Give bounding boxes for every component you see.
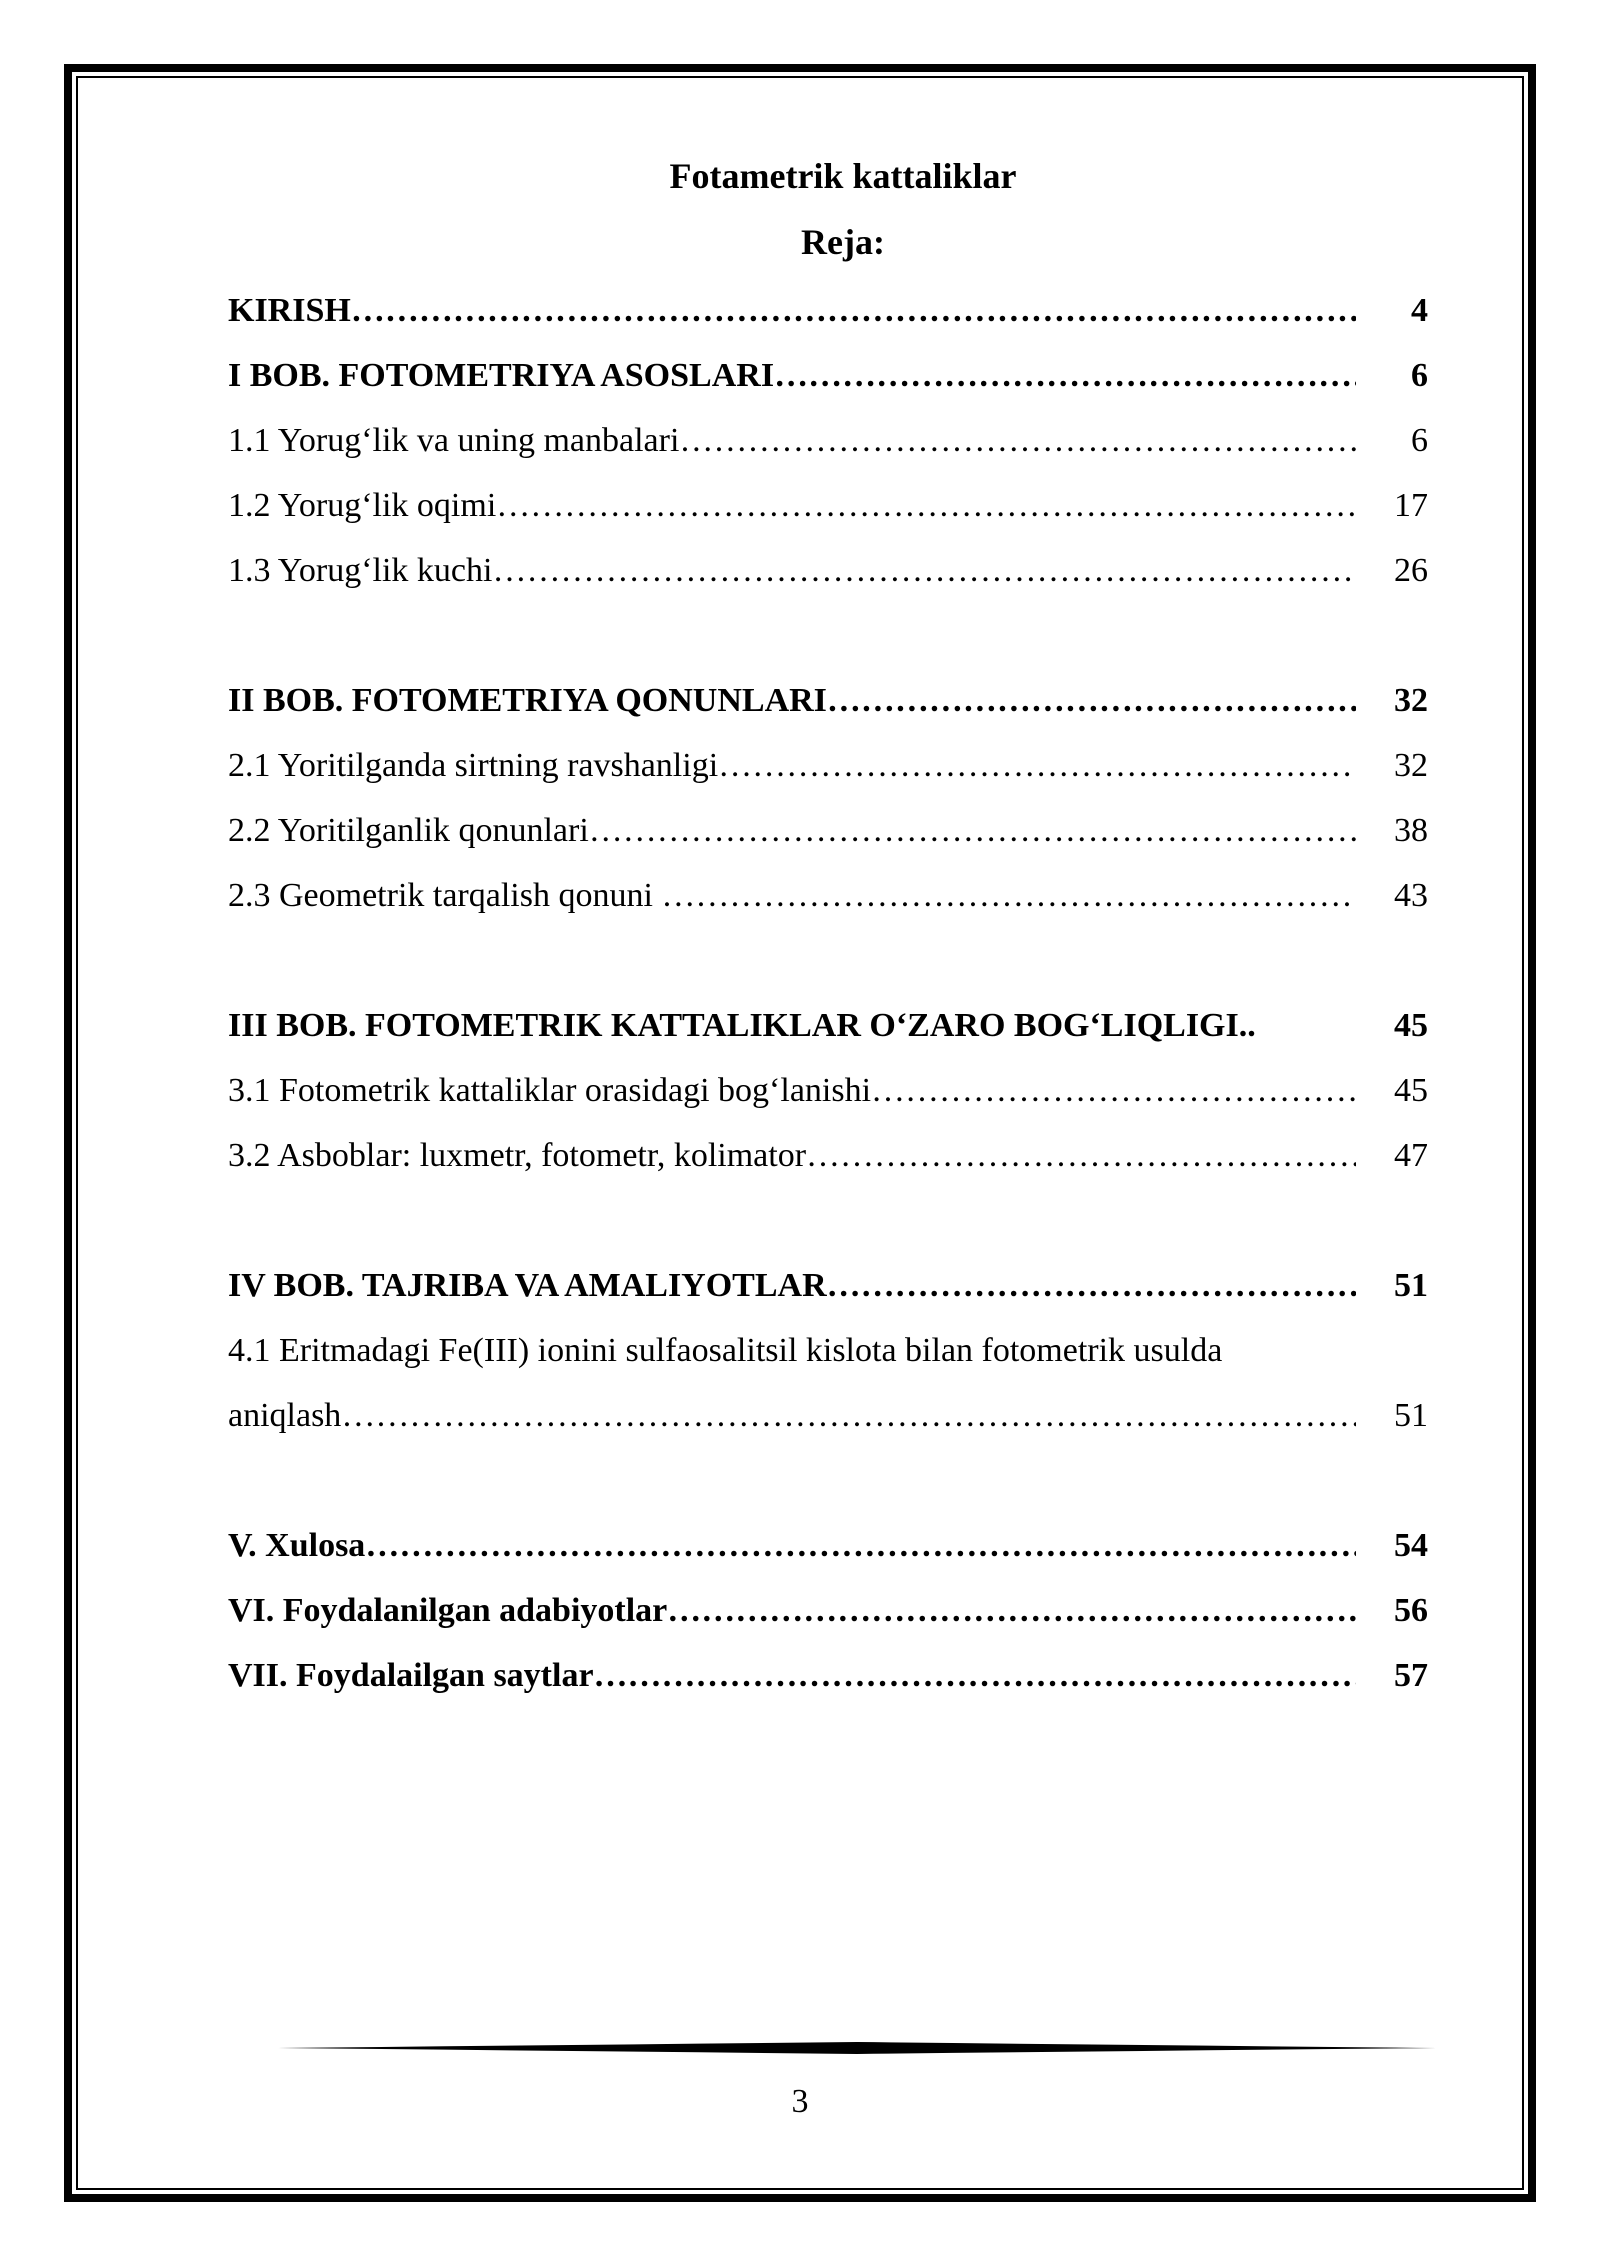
toc-entry-page: 26: [1394, 552, 1428, 589]
toc-entry-page: 45: [1394, 1072, 1428, 1109]
toc-entry-label: 1.2 Yorug‘lik oqimi: [228, 487, 497, 524]
toc-entry-label: 2.1 Yoritilganda sirtning ravshanligi: [228, 747, 719, 784]
toc-entry-page: 51: [1394, 1397, 1428, 1434]
dot-leader: [871, 1058, 1356, 1123]
toc-entry-page: 56: [1394, 1592, 1428, 1629]
toc-entry-1-2[interactable]: [228, 473, 1428, 538]
toc-entry-1-3[interactable]: [228, 538, 1428, 603]
toc-entry-chapter-1[interactable]: [228, 343, 1428, 408]
toc-entry-label: 1.3 Yorug‘lik kuchi: [228, 552, 493, 589]
page-number: 3: [791, 2083, 809, 2120]
toc-entry-4-1-line-2[interactable]: [228, 1383, 1428, 1448]
table-of-contents: [228, 278, 1428, 1708]
toc-entry-page: 54: [1394, 1527, 1428, 1564]
dot-leader: [351, 278, 1356, 343]
toc-entry-kirish[interactable]: [228, 278, 1428, 343]
toc-entry-chapter-4[interactable]: [228, 1253, 1428, 1318]
toc-entry-4-1-line-1[interactable]: [228, 1318, 1428, 1383]
dot-leader: [806, 1123, 1356, 1188]
dot-leader: [827, 668, 1356, 733]
toc-entry-2-2[interactable]: [228, 798, 1428, 863]
toc-entry-label: KIRISH: [228, 292, 351, 329]
toc-entry-label: II BOB. FOTOMETRIYA QONUNLARI: [228, 682, 827, 719]
page-content: [228, 148, 1428, 1708]
toc-entry-label: 2.2 Yoritilganlik qonunlari: [228, 812, 589, 849]
toc-entry-page: 43: [1394, 877, 1428, 914]
document-title: Fotametrik kattaliklar: [669, 156, 1017, 196]
toc-entry-page: 38: [1394, 812, 1428, 849]
dot-leader: [718, 733, 1356, 798]
toc-entry-3-2[interactable]: [228, 1123, 1428, 1188]
toc-entry-label: IV BOB. TAJRIBA VA AMALIYOTLAR: [228, 1267, 827, 1304]
toc-entry-label: 3.2 Asboblar: luxmetr, fotometr, kolimator: [228, 1137, 807, 1174]
toc-entry-page: 57: [1394, 1657, 1428, 1694]
toc-entry-websites[interactable]: [228, 1643, 1428, 1708]
toc-entry-chapter-3[interactable]: [228, 993, 1428, 1058]
toc-entry-page: 6: [1411, 422, 1428, 459]
toc-entry-page: 47: [1394, 1137, 1428, 1174]
toc-entry-label: 1.1 Yorug‘lik va uning manbalari: [228, 422, 680, 459]
toc-entry-page: 32: [1394, 747, 1428, 784]
dot-leader: [492, 538, 1356, 603]
toc-entry-label: 4.1 Eritmadagi Fe(III) ionini sulfaosalitsil kislota bilan fotometrik usulda: [228, 1332, 1223, 1369]
dot-leader: [594, 1643, 1356, 1708]
toc-entry-3-1[interactable]: [228, 1058, 1428, 1123]
toc-entry-2-3[interactable]: [228, 863, 1428, 928]
dot-leader: [679, 408, 1356, 473]
toc-entry-page: 45: [1394, 1007, 1428, 1044]
dot-leader: [661, 863, 1356, 928]
toc-entry-references[interactable]: [228, 1578, 1428, 1643]
toc-entry-label: 3.1 Fotometrik kattaliklar orasidagi bog‘lanishi: [228, 1072, 872, 1109]
toc-entry-page: 32: [1394, 682, 1428, 719]
toc-entry-label: VI. Foydalanilgan adabiyotlar: [228, 1592, 668, 1629]
toc-entry-label: I BOB. FOTOMETRIYA ASOSLARI: [228, 357, 775, 394]
toc-entry-page: 51: [1394, 1267, 1428, 1304]
toc-entry-conclusion[interactable]: [228, 1513, 1428, 1578]
dot-leader: [365, 1513, 1356, 1578]
toc-entry-label: III BOB. FOTOMETRIK KATTALIKLAR O‘ZARO BOG‘LIQLIGI..: [228, 1007, 1256, 1044]
document-subtitle: Reja:: [801, 222, 885, 262]
dot-leader: [341, 1383, 1356, 1448]
dot-leader: [827, 1253, 1356, 1318]
dot-leader: [496, 473, 1356, 538]
toc-entry-page: 4: [1411, 292, 1428, 329]
dot-leader: [589, 798, 1356, 863]
dot-leader: [774, 343, 1356, 408]
toc-entry-chapter-2[interactable]: [228, 668, 1428, 733]
toc-entry-label: V. Xulosa: [228, 1527, 366, 1564]
toc-entry-label: VII. Foydalailgan saytlar: [228, 1657, 594, 1694]
toc-entry-1-1[interactable]: [228, 408, 1428, 473]
toc-entry-label: 2.3 Geometrik tarqalish qonuni: [228, 877, 662, 914]
toc-entry-page: 6: [1411, 357, 1428, 394]
dot-leader: [667, 1578, 1356, 1643]
toc-entry-2-1[interactable]: [228, 733, 1428, 798]
toc-entry-label: aniqlash: [228, 1397, 342, 1434]
footer-divider: [278, 2040, 1436, 2056]
toc-entry-page: 17: [1394, 487, 1428, 524]
